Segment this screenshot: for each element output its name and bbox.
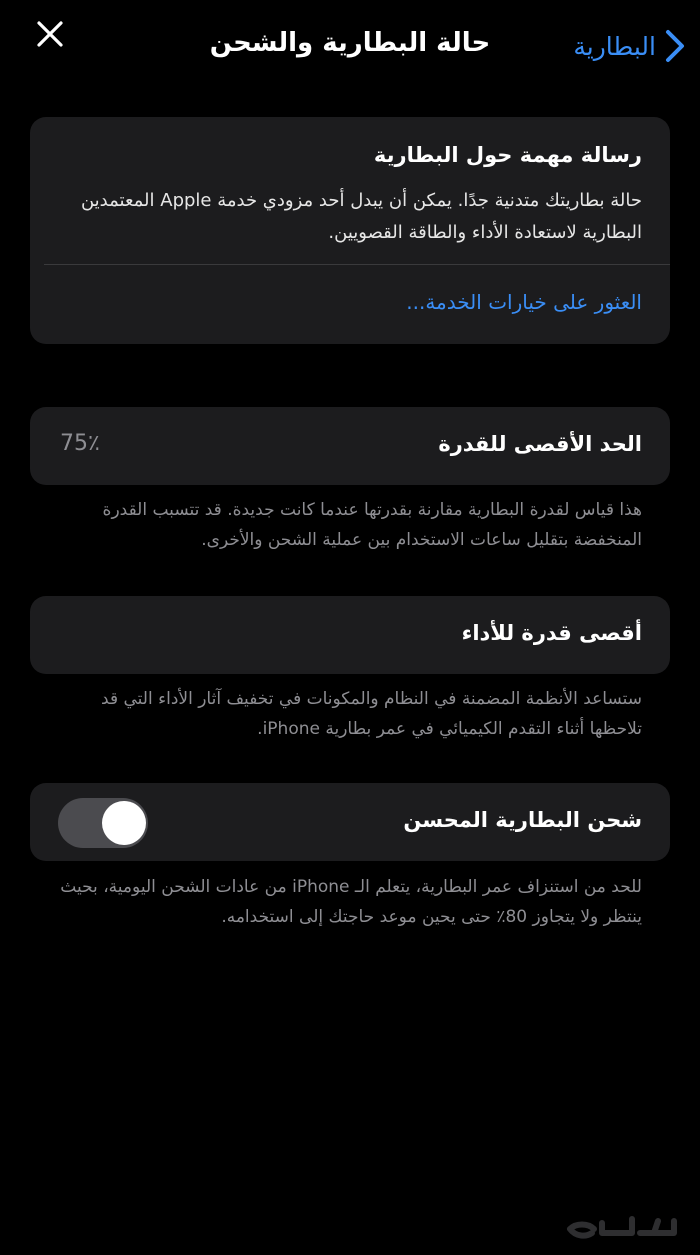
maximum-capacity-footnote: هذا قياس لقدرة البطارية مقارنة بقدرتها عندما كانت جديدة. قد تتسبب القدرة المنخفضة بتقليل ساعات الاستخدام بين عملية الشحن والأخرى.: [102, 500, 642, 550]
optimized-charging-toggle[interactable]: [58, 798, 148, 848]
peak-performance-row: [30, 596, 670, 674]
important-message-card: [30, 117, 670, 344]
back-button[interactable]: [573, 26, 686, 66]
close-button[interactable]: [30, 14, 70, 54]
message-divider: [44, 264, 670, 265]
peak-performance-label: أقصى قدرة للأداء: [461, 621, 642, 645]
maximum-capacity-label: الحد الأقصى للقدرة: [438, 432, 642, 456]
chevron-right-icon: [664, 28, 686, 64]
back-button-label: البطارية: [573, 31, 656, 61]
optimized-charging-row: [30, 783, 670, 861]
maximum-capacity-row: [30, 407, 670, 485]
message-title: رسالة مهمة حول البطارية: [373, 143, 642, 167]
page-title: حالة البطارية والشحن: [209, 28, 491, 58]
optimized-charging-label: شحن البطارية المحسن: [403, 808, 642, 832]
toggle-knob: [102, 801, 146, 845]
optimized-charging-footnote: للحد من استنزاف عمر البطارية، يتعلم الـ iPhone من عادات الشحن اليومية، بحيث ينتظر ولا يتجاوز 80٪ حتى يحين موعد حاجتك إلى استخدامه.: [60, 877, 642, 927]
maximum-capacity-value: 75٪: [60, 431, 100, 456]
message-body: حالة بطاريتك متدنية جدًا. يمكن أن يبدل أحد مزودي خدمة Apple المعتمدين البطارية لاستعادة الأداء والطاقة القصويين.: [80, 190, 642, 243]
haraj-watermark-logo: [562, 1211, 682, 1247]
peak-performance-footnote: ستساعد الأنظمة المضمنة في النظام والمكونات في تخفيف آثار الأداء التي قد تلاحظها أثناء التقدم الكيميائي في عمر بطارية iPhone.: [101, 689, 642, 739]
find-service-options-link[interactable]: العثور على خيارات الخدمة...: [406, 290, 642, 314]
close-icon: [30, 14, 70, 54]
navigation-bar: [0, 0, 700, 90]
